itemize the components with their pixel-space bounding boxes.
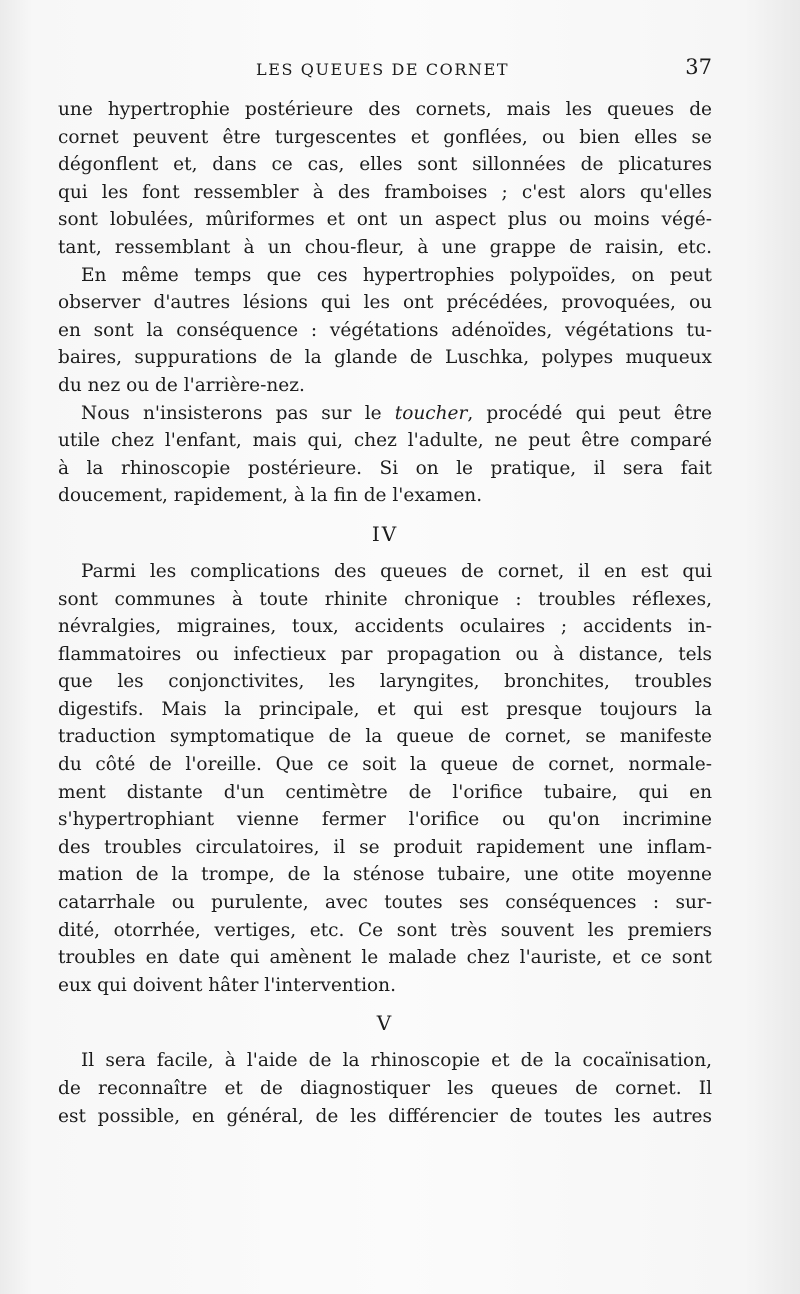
text-line: mation de la trompe, de la sténose tubaire, une otite moyenne [58, 864, 712, 886]
text-line: doucement, rapidement, à la fin de l'examen. [58, 485, 483, 507]
text-line: flammatoires ou infectieux par propagation ou à distance, tels [58, 643, 712, 665]
emphasis-toucher: toucher [394, 402, 468, 424]
text-line: dité, otorrhée, vertiges, etc. Ce sont très souvent les premiers [58, 919, 712, 941]
text-line: qui les font ressembler à des framboises ; c'est alors qu'elles [58, 181, 712, 203]
text-line: digestifs. Mais la principale, et qui est presque toujours la [58, 698, 712, 720]
text-line: En même temps que ces hypertrophies polypoïdes, on peut [81, 264, 712, 286]
text-line: à la rhinoscopie postérieure. Si on le pratique, il sera fait [58, 457, 712, 479]
page-header [58, 55, 712, 88]
text-line [58, 400, 712, 428]
text-line: névralgies, migraines, toux, accidents oculaires ; accidents in- [58, 616, 712, 638]
section-heading-iv: IV [371, 521, 399, 546]
text-line: sont lobulées, mûriformes et ont un aspect plus ou moins végé- [58, 209, 712, 231]
text-line: en sont la conséquence : végétations adénoïdes, végétations tu- [58, 319, 712, 341]
text-line: tant, ressemblant à un chou-fleur, à une grappe de raisin, etc. [58, 236, 712, 258]
text-line: du nez ou de l'arrière-nez. [58, 374, 305, 396]
text-line: Parmi les complications des queues de cornet, il en est qui [81, 560, 712, 582]
text-line: cornet peuvent être turgescentes et gonflées, ou bien elles se [58, 126, 712, 148]
text-line: Il sera facile, à l'aide de la rhinoscopie et de la cocaïnisation, [81, 1050, 712, 1072]
paragraph-1 [58, 96, 712, 262]
text-line: observer d'autres lésions qui les ont précédées, provoquées, ou [58, 292, 712, 314]
text-line: traduction symptomatique de la queue de cornet, se manifeste [58, 726, 712, 748]
text-line: dégonflent et, dans ce cas, elles sont sillonnées de plicatures [58, 154, 712, 176]
text-line: du côté de l'oreille. Que ce soit la queue de cornet, normale- [58, 754, 712, 776]
text-line: sont communes à toute rhinite chronique : troubles réflexes, [58, 588, 712, 610]
text-segment: , procédé qui peut être [467, 402, 712, 424]
text-line: de reconnaître et de diagnostiquer les queues de cornet. Il [58, 1078, 712, 1099]
running-head: LES QUEUES DE CORNET [256, 60, 510, 79]
text-segment: Nous n'insisterons pas sur le [81, 402, 395, 424]
text-line: une hypertrophie postérieure des cornets, mais les queues de [58, 99, 712, 120]
text-line: que les conjonctivites, les laryngites, bronchites, troubles [58, 671, 712, 693]
text-line: baires, suppurations de la glande de Luschka, polypes muqueux [58, 347, 712, 369]
text-line: eux qui doivent hâter l'intervention. [58, 974, 396, 996]
text-line: utile chez l'enfant, mais qui, chez l'adulte, ne peut être comparé [58, 430, 712, 452]
text-line: est possible, en général, de les différencier de toutes les autres [58, 1105, 712, 1127]
text-line: catarrhale ou purulente, avec toutes ses conséquences : sur- [58, 892, 712, 914]
paragraph-4 [58, 558, 712, 1000]
text-line: troubles en date qui amènent le malade chez l'auriste, et ce sont [58, 947, 712, 969]
text-line: ment distante d'un centimètre de l'orifice tubaire, qui en [58, 781, 712, 803]
paragraph-5 [58, 1047, 712, 1130]
body-text [58, 96, 712, 1130]
paragraph-2 [58, 262, 712, 400]
page-number: 37 [685, 55, 712, 79]
section-heading-v: V [376, 1011, 394, 1036]
text-line: des troubles circulatoires, il se produit rapidement une inflam- [58, 836, 712, 858]
text-line: s'hypertrophiant vienne fermer l'orifice ou qu'on incrimine [58, 809, 712, 831]
paragraph-3 [58, 400, 712, 510]
